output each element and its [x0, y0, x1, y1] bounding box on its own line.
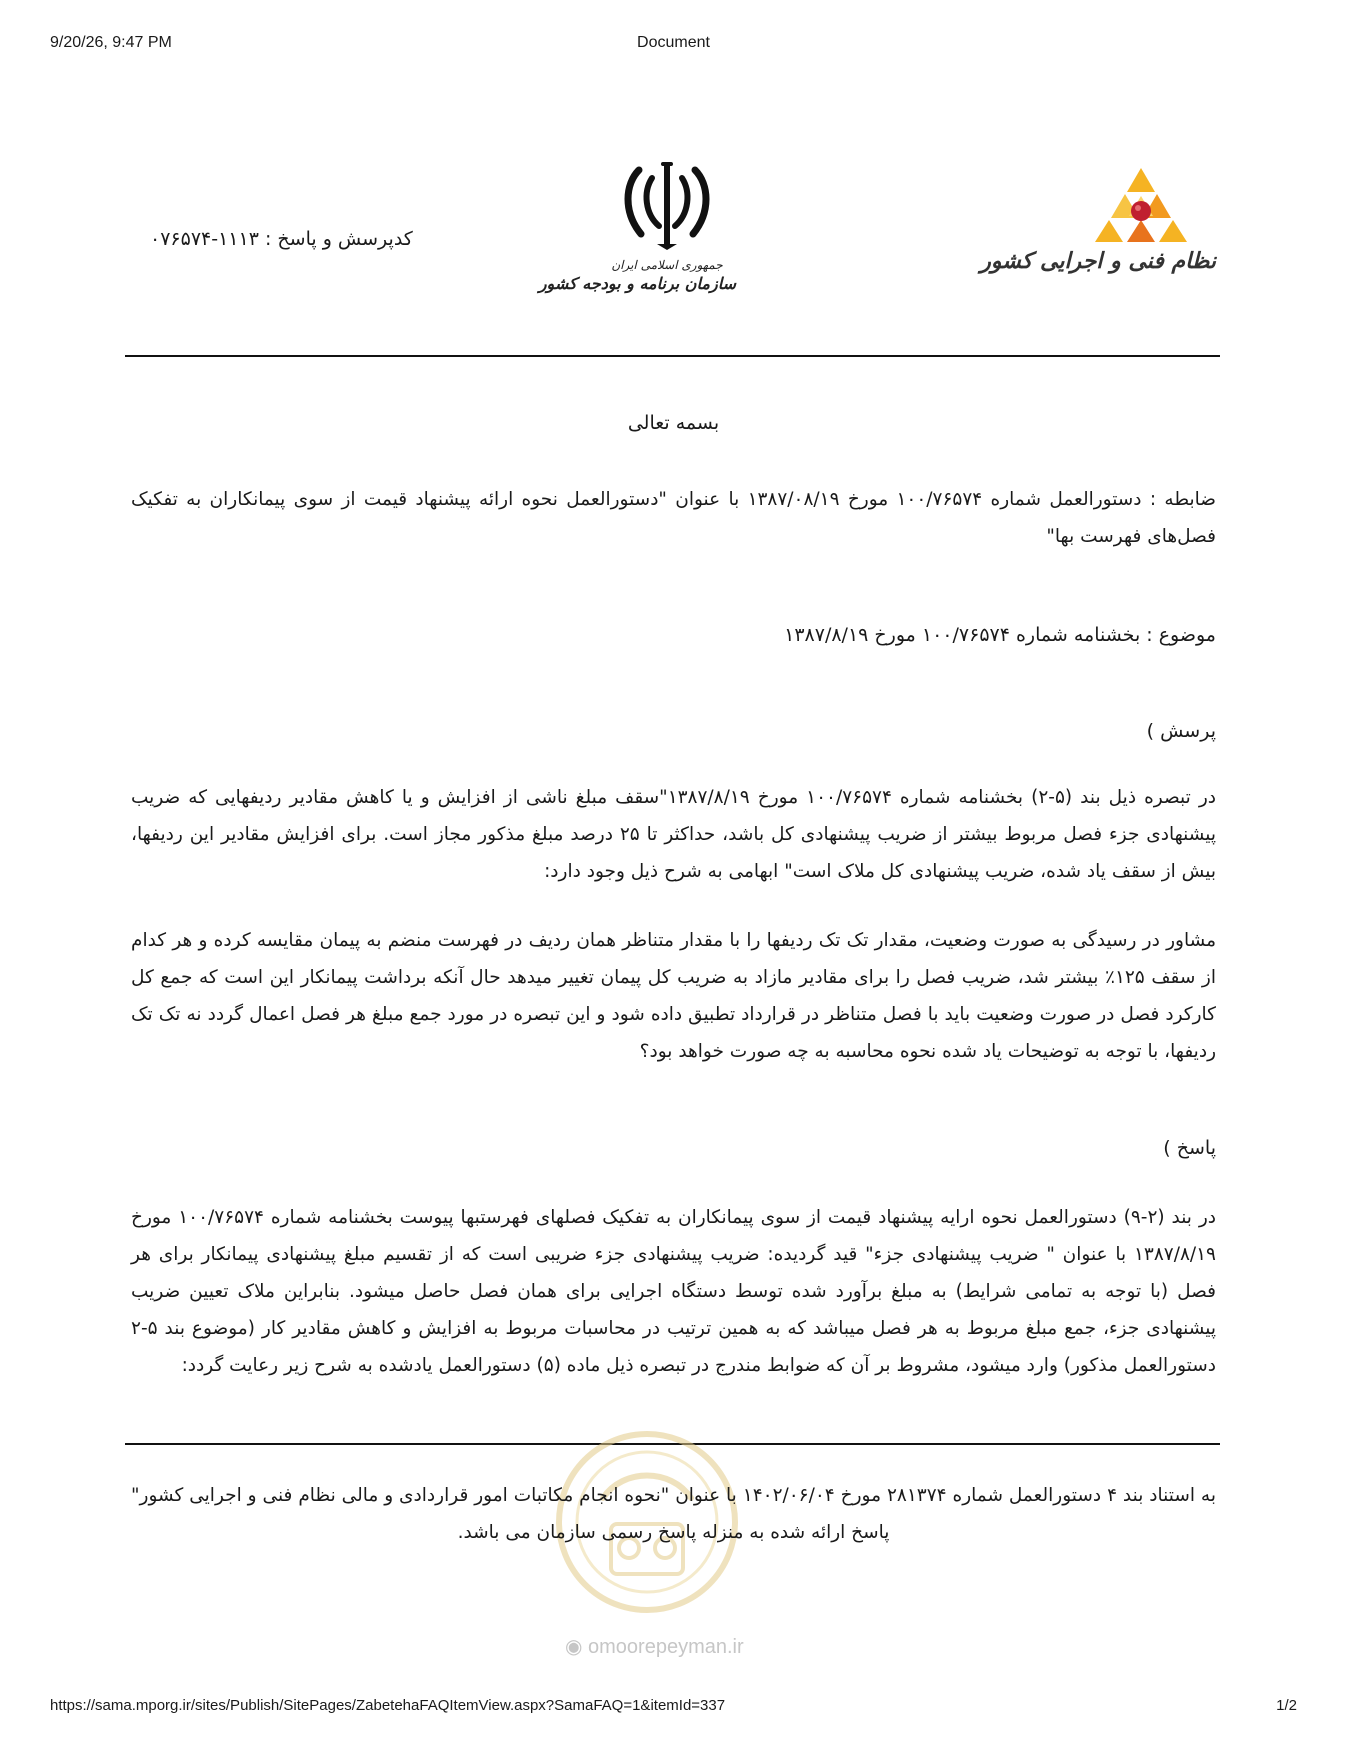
- technical-system-logo: [980, 166, 1216, 301]
- question-paragraph-1: در تبصره ذیل بند (۵-۲) بخشنامه شماره ۱۰۰/۷۶۵۷۴ مورخ ۱۳۸۷/۸/۱۹"سقف مبلغ ناشی از افزایش و یا کاهش مقادیر ردیفهایی که ضریب پیشنهادی جزء فصل مربوط بیشتر از ضریب پیشنهادی کل باشد، حداکثر تا ۲۵ درصد مبلغ مذکور مجاز است. برای افزایش مقادیر این ردیفها، بیش از سقف یاد شده، ضریب پیشنهادی کل ملاک است" ابهامی به شرح ذیل وجود دارد:: [131, 787, 1216, 882]
- footnote-paragraph: به استناد بند ۴ دستورالعمل شماره ۲۸۱۳۷۴ مورخ ۱۴۰۲/۰۶/۰۴ با عنوان "نحوه انجام مکاتبات امور قراردادی و مالی نظام فنی و اجرایی کشور" پاسخ ارائه شده به منزله پاسخ رسمی سازمان می باشد.: [131, 1485, 1216, 1543]
- question-paragraph-2: مشاور در رسیدگی به صورت وضعیت، مقدار تک تک ردیفها را با مقدار متناظر همان ردیف در فهرست منضم به پیمان مقایسه کرده و هر کدام از سقف ۱۲۵٪ بیشتر شد، ضریب فصل را برای مقادیر مازاد به ضریب کل پیمان تغییر میدهد حال آنکه برداشت پیمانکار این است که جمع کل کارکرد فصل در صورت وضعیت باید با فصل متناظر در قرارداد تطبیق داده شود و این تبصره در مورد جمع مبلغ هر فصل اعمال گردد نه تک تک ردیفها، با توجه به توضیحات یاد شده نحوه محاسبه به چه صورت خواهد بود؟: [131, 930, 1216, 1062]
- watermark-globe-icon: ◉: [565, 1636, 583, 1658]
- subject-line: موضوع : بخشنامه شماره ۱۰۰/۷۶۵۷۴ مورخ ۱۳۸۷/۸/۱۹: [784, 624, 1216, 646]
- header-divider: [125, 355, 1220, 357]
- regulation-paragraph: ضابطه : دستورالعمل شماره ۱۰۰/۷۶۵۷۴ مورخ ۱۳۸۷/۰۸/۱۹ با عنوان "دستورالعمل نحوه ارائه پیشنهاد قیمت از سوی پیمانکاران به تفکیک فصل‌های فهرست بها": [131, 489, 1216, 547]
- emblem-organization-name: سازمان برنامه و بودجه کشور: [538, 274, 736, 293]
- print-page-title: Document: [637, 34, 710, 51]
- answer-label: پاسخ ): [1163, 1137, 1216, 1159]
- print-datetime: 9/20/26, 9:47 PM: [50, 34, 172, 51]
- answer-paragraph: در بند (۲-۹) دستورالعمل نحوه ارایه پیشنهاد قیمت از سوی پیمانکاران به تفکیک فصلهای فهرستبها پیوست بخشنامه شماره ۱۰۰/۷۶۵۷۴ مورخ ۱۳۸۷/۸/۱۹ با عنوان " ضریب پیشنهادی جزء" قید گردیده: ضریب پیشنهادی جزء ضریبی است که از تقسیم مبلغ پیشنهادی پیمانکار برای هر فصل (با توجه به تمامی شرایط) به مبلغ برآورد شده توسط دستگاه اجرایی برای همان فصل حاصل میشود. بنابراین ملاک تعیین ضریب پیشنهادی جزء، جمع مبلغ مربوط به هر فصل میباشد که به همین ترتیب در محاسبات مربوط به افزایش و کاهش مقادیر کار (موضوع بند ۵-۲ دستورالعمل مذکور) وارد میشود، مشروط بر آن که ضوابط مندرج در تبصره ذیل ماده (۵) دستورالعمل یادشده به شرح زیر رعایت گردد:: [131, 1207, 1216, 1376]
- iran-emblem: [538, 160, 736, 310]
- emblem-country-name: جمهوری اسلامی ایران: [611, 258, 723, 272]
- watermark-site-text: omoorepeyman.ir: [588, 1636, 744, 1658]
- iran-emblem-icon: [619, 160, 715, 252]
- question-code: کدپرسش و پاسخ : ۱۱۱۳-۰۷۶۵۷۴: [150, 228, 413, 250]
- print-page-number: 1/2: [1276, 1697, 1297, 1714]
- technical-system-name: نظام فنی و اجرایی کشور: [980, 248, 1216, 274]
- bismillah-heading: بسمه تعالی: [627, 412, 720, 434]
- print-url: https://sama.mporg.ir/sites/Publish/SitePages/ZabetehaFAQItemView.aspx?SamaFAQ=1&itemId=337: [50, 1697, 726, 1714]
- watermark-site: [565, 1634, 744, 1659]
- technical-system-logo-icon: [1095, 166, 1187, 244]
- question-label: پرسش ): [1146, 720, 1216, 742]
